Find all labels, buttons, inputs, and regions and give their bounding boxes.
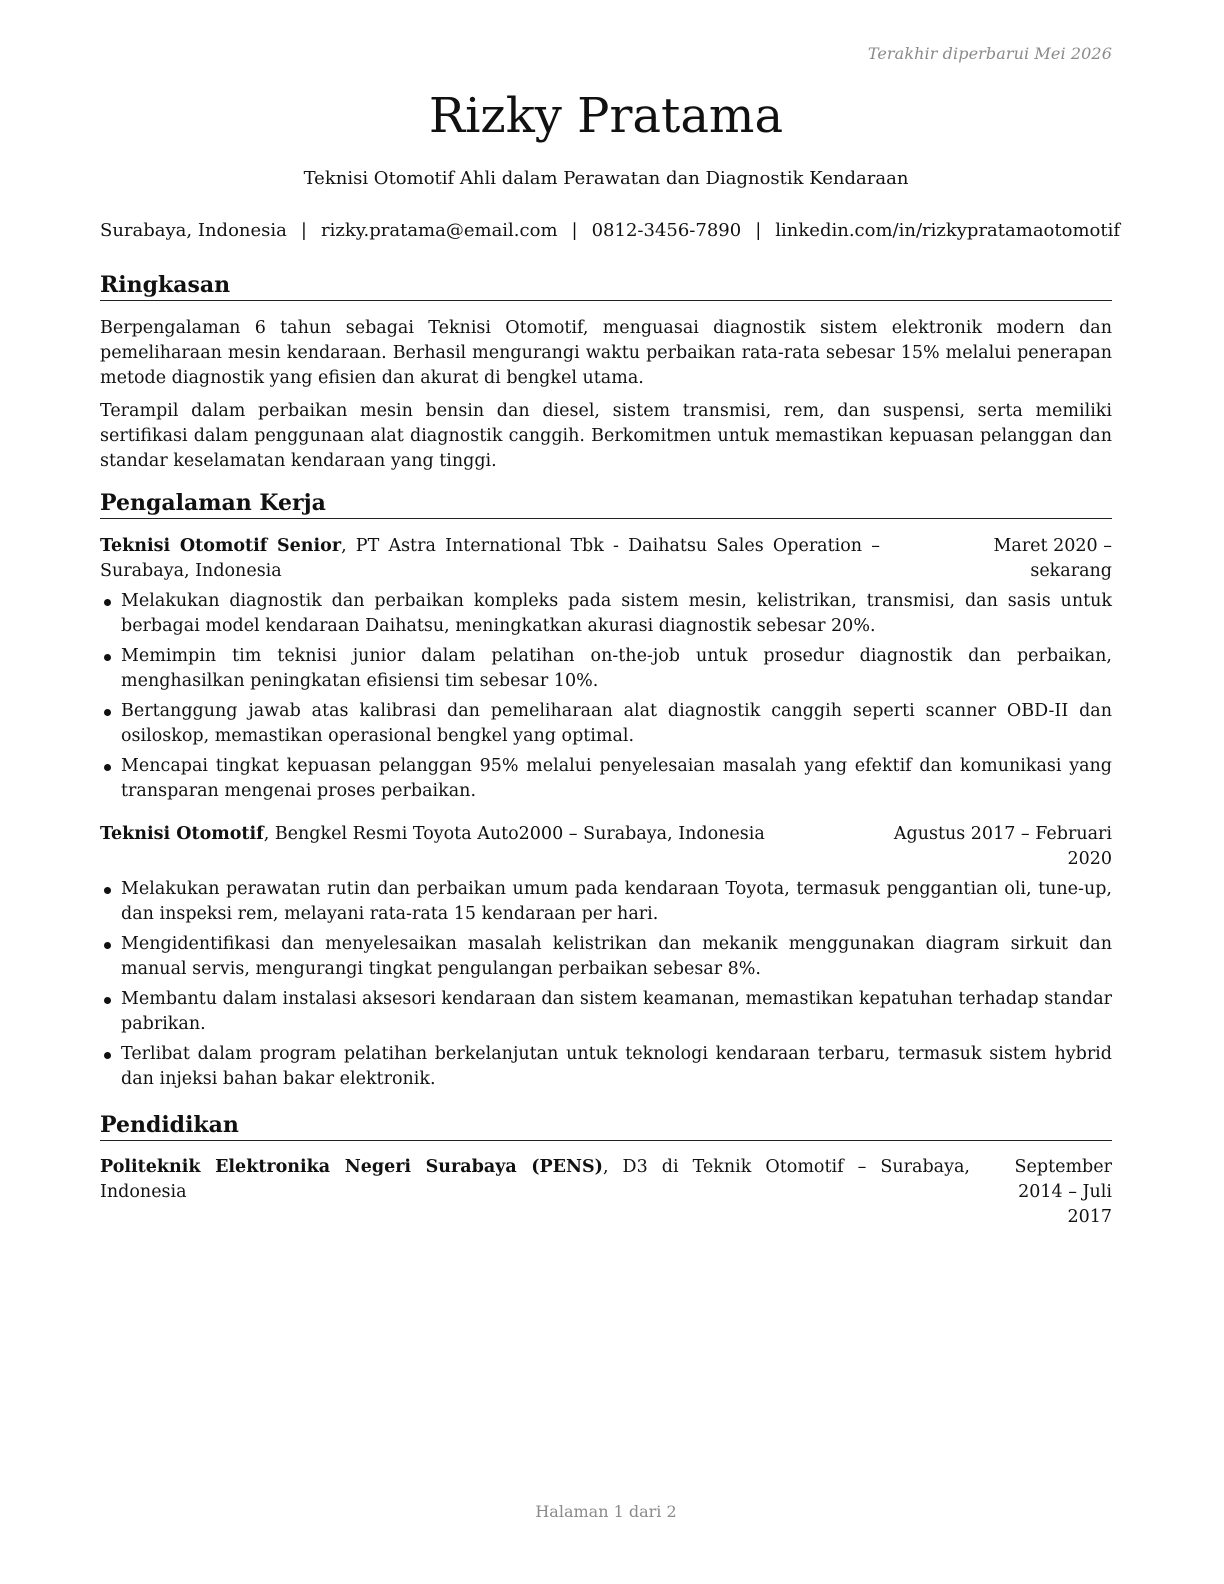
list-item: Memimpin tim teknisi junior dalam pelatihan on-the-job untuk prosedur diagnostik dan perbaikan, menghasilkan peningkatan efisiensi tim sebesar 10%. [100,644,1112,694]
last-updated-note: Terakhir diperbarui Mei 2026 [867,44,1112,63]
list-item: Terlibat dalam program pelatihan berkelanjutan untuk teknologi kendaraan terbaru, termasuk sistem hybrid dan injeksi bahan bakar elektronik. [100,1042,1112,1092]
contact-location: Surabaya, Indonesia [100,220,287,241]
job-date: Maret 2020 – sekarang [993,536,1112,581]
summary-section [100,270,1112,474]
contact-separator: | [755,220,762,241]
education-title-line [100,1155,970,1205]
job-bullet-list [100,877,1112,1092]
contact-phone: 0812-3456-7890 [591,220,742,241]
resume-page [100,0,1121,1584]
contact-linkedin[interactable]: linkedin.com/in/rizkypratamaotomotif [775,220,1121,241]
list-item: Bertanggung jawab atas kalibrasi dan pemeliharaan alat diagnostik canggih seperti scanner OBD-II dan osiloskop, memastikan operasional bengkel yang optimal. [100,699,1112,749]
education-section [100,1110,1112,1230]
job-header [100,534,1112,584]
job-role: Teknisi Otomotif [100,824,264,844]
contact-email[interactable]: rizky.pratama@email.com [320,220,558,241]
education-detail: , D3 di Teknik Otomotif – Surabaya, Indonesia [100,1157,970,1202]
job-role: Teknisi Otomotif Senior [100,536,342,556]
page-number: Halaman 1 dari 2 [535,1502,677,1521]
experience-section [100,488,1112,1097]
contact-separator: | [571,220,578,241]
summary-heading: Ringkasan [100,270,1112,301]
job-bullet-list [100,589,1112,804]
job-entry [100,822,1112,1092]
education-date: September 2014 – Juli 2017 [1014,1157,1112,1227]
job-date: Agustus 2017 – Februari 2020 [893,824,1112,869]
list-item: Mencapai tingkat kepuasan pelanggan 95% melalui penyelesaian masalah yang efektif dan komunikasi yang transparan mengenai proses perbaikan. [100,754,1112,804]
job-title-line [100,822,860,847]
list-item: Membantu dalam instalasi aksesori kendaraan dan sistem keamanan, memastikan kepatuhan terhadap standar pabrikan. [100,987,1112,1037]
job-title-line [100,534,880,584]
candidate-tagline: Teknisi Otomotif Ahli dalam Perawatan dan Diagnostik Kendaraan [303,168,909,189]
education-entry [100,1155,1112,1230]
list-item: Mengidentifikasi dan menyelesaikan masalah kelistrikan dan mekanik menggunakan diagram sirkuit dan manual servis, mengurangi tingkat pengulangan perbaikan sebesar 8%. [100,932,1112,982]
summary-paragraph: Terampil dalam perbaikan mesin bensin dan diesel, sistem transmisi, rem, dan suspensi, serta memiliki sertifikasi dalam penggunaan alat diagnostik canggih. Berkomitmen untuk memastikan kepuasan pelanggan dan standar keselamatan kendaraan yang tinggi. [100,401,1112,471]
contact-line [100,218,1121,244]
job-header [100,822,1112,872]
list-item: Melakukan perawatan rutin dan perbaikan umum pada kendaraan Toyota, termasuk penggantian oli, tune-up, dan inspeksi rem, melayani rata-rata 15 kendaraan per hari. [100,877,1112,927]
experience-heading: Pengalaman Kerja [100,488,1112,519]
candidate-name: Rizky Pratama [428,88,784,144]
job-organization: , Bengkel Resmi Toyota Auto2000 – Surabaya, Indonesia [263,824,765,844]
job-entry [100,534,1112,804]
job-organization: , PT Astra International Tbk - Daihatsu Sales Operation – Surabaya, Indonesia [100,536,880,581]
list-item: Melakukan diagnostik dan perbaikan kompleks pada sistem mesin, kelistrikan, transmisi, dan sasis untuk berbagai model kendaraan Daihatsu, meningkatkan akurasi diagnostik sebesar 20%. [100,589,1112,639]
summary-paragraph: Berpengalaman 6 tahun sebagai Teknisi Otomotif, menguasai diagnostik sistem elektronik modern dan pemeliharaan mesin kendaraan. Berhasil mengurangi waktu perbaikan rata-rata sebesar 15% melalui penerapan metode diagnostik yang efisien dan akurat di bengkel utama. [100,318,1112,388]
education-school: Politeknik Elektronika Negeri Surabaya (PENS) [100,1157,603,1177]
contact-separator: | [300,220,307,241]
education-heading: Pendidikan [100,1110,1112,1141]
